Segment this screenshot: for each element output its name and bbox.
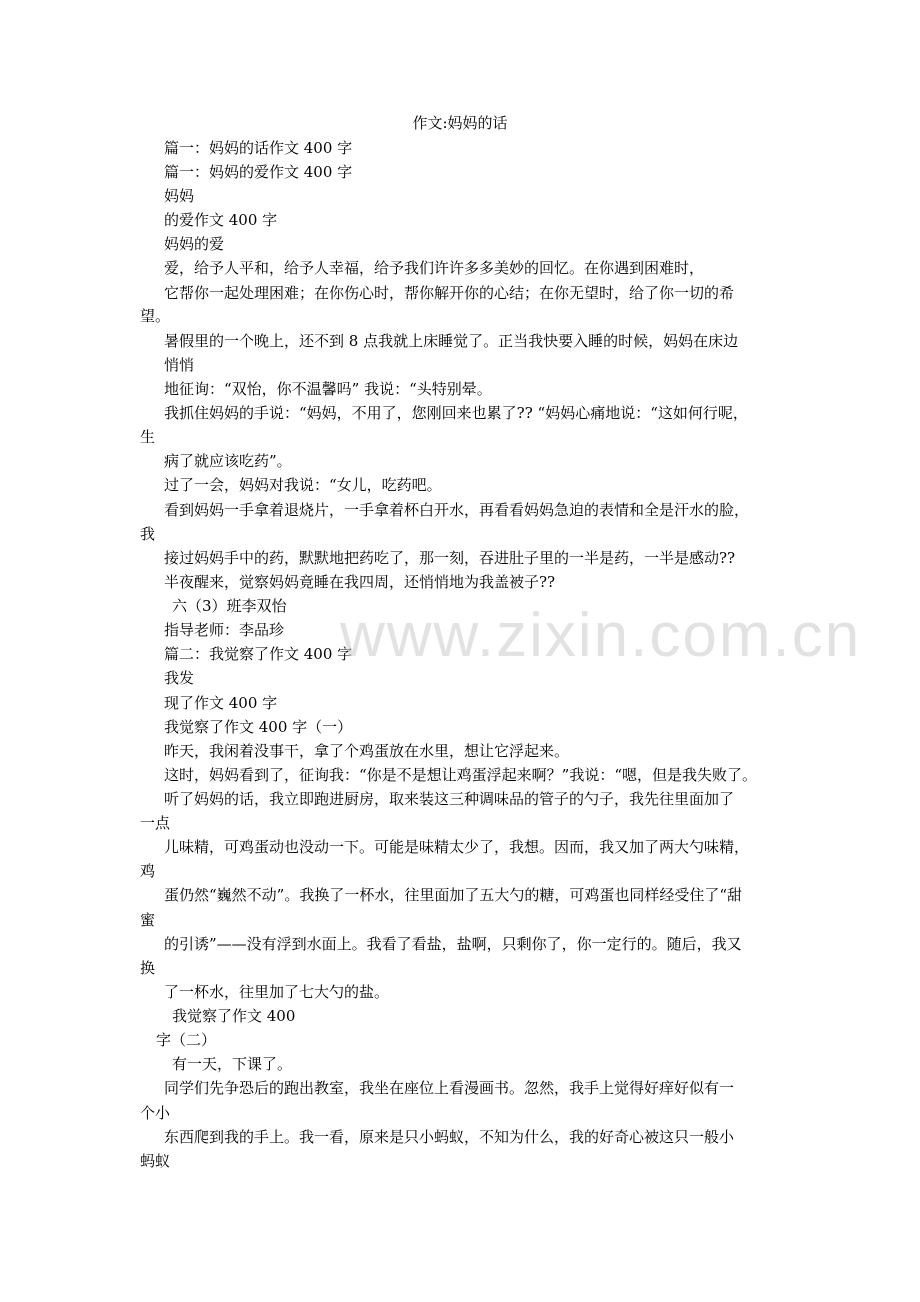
text-line: 一点 <box>140 814 171 832</box>
text-line: 昨天，我闲着没事干，拿了个鸡蛋放在水里，想让它浮起来。 <box>164 742 570 760</box>
text-line: 我发 <box>164 669 195 687</box>
text-line: 鸡 <box>140 862 156 880</box>
text-line: 有一天，下课了。 <box>172 1055 293 1073</box>
text-line: 听了妈妈的话，我立即跑进厨房，取来装这三种调味品的管子的勺子，我先往里面加了 <box>164 790 735 808</box>
text-line: 妈妈的爱 <box>164 235 225 253</box>
watermark: www.zixin.com.cn <box>340 601 862 670</box>
text-line: 儿味精，可鸡蛋动也没动一下。可能是味精太少了，我想。因而，我又加了两大勺味精， <box>164 838 750 856</box>
text-line: 我抓住妈妈的手说：“妈妈，不用了，您刚回来也累了?? “妈妈心痛地说：“这如何行呢， <box>164 404 748 422</box>
text-line: 望。 <box>140 307 171 325</box>
text-line: 换 <box>140 959 156 977</box>
text-line: 蚂蚁 <box>140 1152 171 1170</box>
document-title: 作文:妈妈的话 <box>412 114 508 132</box>
text-line: 个小 <box>140 1104 171 1122</box>
text-line: 看到妈妈一手拿着退烧片，一手拿着杯白开水，再看看妈妈急迫的表情和全是汗水的脸， <box>164 501 750 519</box>
text-line: 生 <box>140 428 156 446</box>
text-line: 半夜醒来，觉察妈妈竟睡在我四周，还悄悄地为我盖被子?? <box>164 573 556 591</box>
text-line: 它帮你一起处理困难；在你伤心时，帮你解开你的心结；在你无望时，给了你一切的希 <box>164 284 735 302</box>
text-line: 的爱作文 400 字 <box>164 211 278 229</box>
text-line: 现了作文 400 字 <box>164 694 278 712</box>
text-line: 蜜 <box>140 911 156 929</box>
text-line: 我 <box>140 525 156 543</box>
text-line: 我觉察了作文 400 字（一） <box>164 718 353 736</box>
text-line: 接过妈妈手中的药，默默地把药吃了，那一刻，吞进肚子里的一半是药，一半是感动?? <box>164 549 736 567</box>
text-line: 过了一会，妈妈对我说：“女儿，吃药吧。 <box>164 476 442 494</box>
text-line: 篇一：妈妈的话作文 400 字 <box>164 139 353 157</box>
text-line: 同学们先争恐后的跑出教室，我坐在座位上看漫画书。忽然，我手上觉得好痒好似有一 <box>164 1079 735 1097</box>
text-line: 的引诱”——没有浮到水面上。我看了看盐，盐啊，只剩你了，你一定行的。随后，我又 <box>164 935 742 953</box>
text-line: 指导老师：李品珍 <box>164 621 285 639</box>
text-line: 悄悄 <box>164 356 195 374</box>
text-line: 地征询：“双怡，你不温馨吗” 我说：“头特别晕。 <box>164 380 492 398</box>
text-line: 篇二：我觉察了作文 400 字 <box>164 645 353 663</box>
text-line: 暑假里的一个晚上，还不到 8 点我就上床睡觉了。正当我快要入睡的时候，妈妈在床边 <box>164 332 739 350</box>
text-line: 爱，给予人平和，给予人幸福，给予我们许许多多美妙的回忆。在你遇到困难时， <box>164 259 705 277</box>
text-line: 篇一：妈妈的爱作文 400 字 <box>164 163 353 181</box>
text-line: 病了就应该吃药”。 <box>164 452 292 470</box>
text-line: 这时，妈妈看到了，征询我：“你是不是想让鸡蛋浮起来啊？”我说：“嗯，但是我失败了。 <box>164 766 758 784</box>
text-line: 字（二） <box>156 1031 217 1049</box>
text-line: 蛋仍然“巍然不动”。我换了一杯水，往里面加了五大勺的糖，可鸡蛋也同样经受住了“甜 <box>164 886 743 904</box>
text-line: 六（3）班李双怡 <box>172 597 287 615</box>
text-line: 妈妈 <box>164 187 195 205</box>
text-line: 东西爬到我的手上。我一看，原来是只小蚂蚁，不知为什么，我的好奇心被这只一般小 <box>164 1128 735 1146</box>
text-line: 我觉察了作文 400 <box>172 1007 296 1025</box>
text-line: 了一杯水，往里加了七大勺的盐。 <box>164 983 390 1001</box>
